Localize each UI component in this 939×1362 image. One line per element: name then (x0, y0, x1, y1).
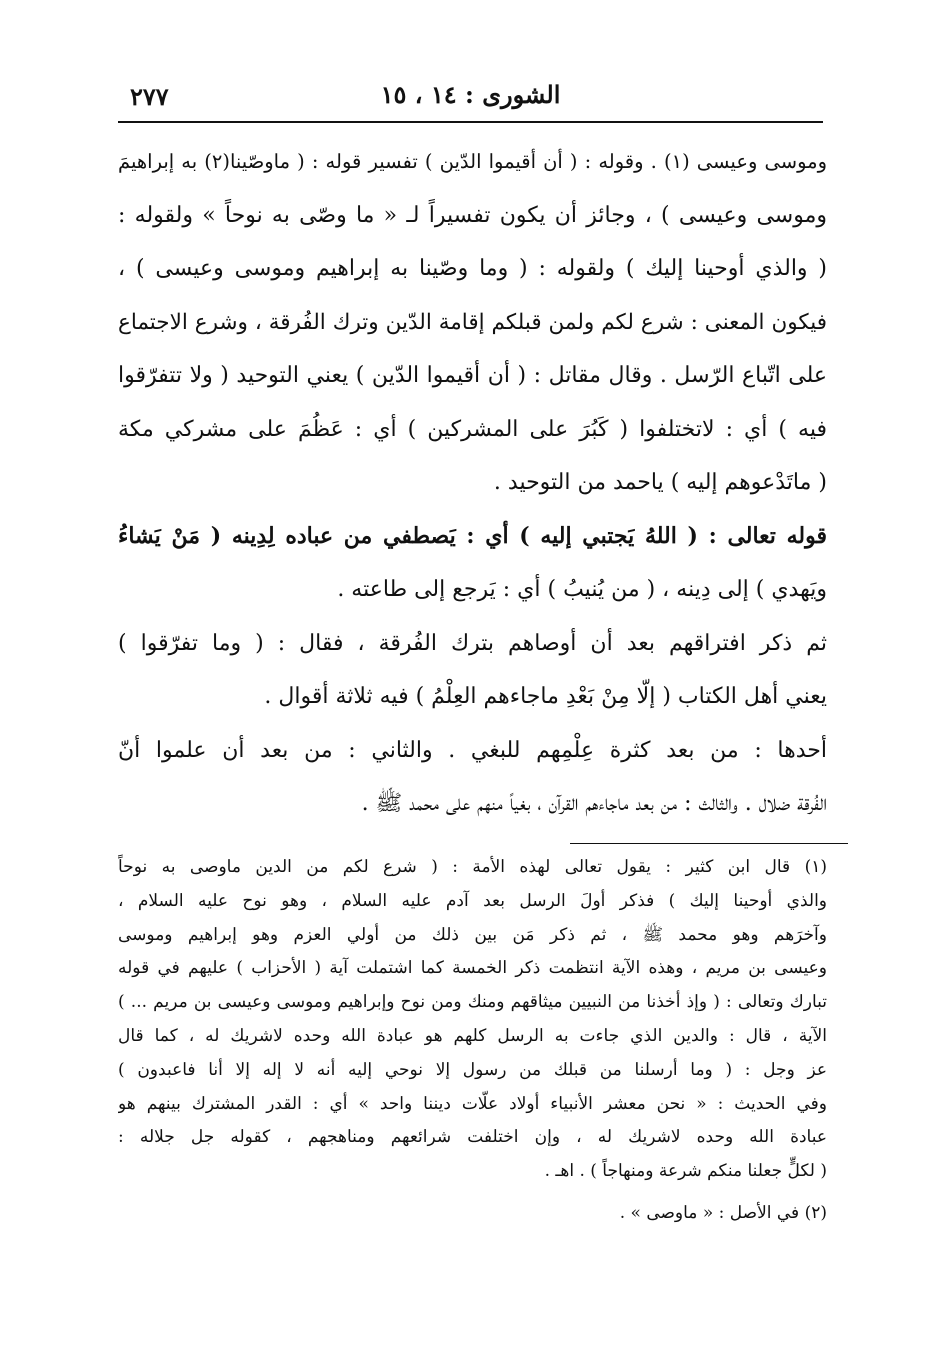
body-line: ثم ذكر افتراقهم بعد أن أوصاهم بترك الفُرقة ، فقال : ( وما تفرّقوا ) (118, 630, 827, 656)
footnote-line: الآية ، قال : والدين الذي جاءت به الرسل كلهم هو عبادة الله وحده لاشريك له ، كما قال (118, 1025, 827, 1046)
footnote-line: عز وجل : ( وما أرسلنا من قبلك من رسول إلا نوحي إليه أنه لا إله إلا أنا فاعبدون ) (118, 1059, 827, 1080)
body-line: فيكون المعنى : شرع لكم ولمن قبلكم إقامة الدّين وترك الفُرقة ، وشرع الاجتماع (118, 309, 827, 335)
body-line: قوله تعالى : ( اللهُ يَجتبي إليه ) أي : يَصطفي من عباده لِدِينه ( مَنْ يَشاءُ (118, 522, 827, 549)
body-line: يعني أهل الكتاب ( إلّا مِنْ بَعْدِ ماجاءهم العِلْمُ ) فيه ثلاثة أقوال . (264, 684, 827, 709)
body-line: فيه ) أي : لاتختلفوا ( كَبُرَ على المشركين ) أي : عَظُمَ على مشركي مكة (118, 416, 827, 442)
footnotes (118, 851, 827, 1231)
body-line: وموسى وعيسى ) ، وجائز أن يكون تفسيراً لـ « ما وصّى به نوحاً » ولقوله : (118, 202, 827, 228)
page-header (120, 80, 821, 114)
body-line: ( ماتَدْعوهم إليه ) ياحمد من التوحيد . (493, 470, 827, 495)
footnote-rule (570, 843, 848, 844)
body-line: على اتّباع الرّسل . وقال مقاتل : ( أن أقيموا الدّين ) يعني التوحيد ( ولا تتفرّقوا (118, 363, 827, 388)
page-number: ٢٧٧ (130, 82, 169, 111)
body-line: الفُرقة ضلال . والثالث : من بعد ماجاءهم القرآن ، بغياً منهم على محمد ﷺ . (361, 791, 827, 816)
footnote-line: والذي أوحينا إليك ) فذكر أولَ الرسل بعد آدم عليه السلام ، وهو نوح عليه السلام ، (118, 890, 827, 911)
footnote-line: تبارك وتعالى : ( وإذ أخذنا من النبيين ميثاقهم ومنك ومن نوح وإبراهيم وموسى وعيسى بن مريم ... ) (118, 992, 827, 1013)
footnote-line: ( لكلٍّ جعلنا منكم شرعة ومنهاجاً ) . اهـ . (544, 1161, 827, 1182)
footnote-line: وآخرَهم وهو محمد ﷺ ، ثم ذكر مَن بين ذلك من أولي العزم وهو إبراهيم وموسى (118, 924, 827, 945)
footnote-line: وفي الحديث : « نحن معشر الأنبياء أولاد علّات ديننا واحد » أي : القدر المشترك بينهم هو (118, 1093, 827, 1114)
footnote-line: عبادة الله وحده لاشريك له ، وإن اختلفت شرائعهم ومناهجهم ، كقوله جل جلاله : (118, 1127, 827, 1148)
running-title: الشورى : ١٤ ، ١٥ (380, 80, 561, 109)
body-line: أحدها : من بعد كثرة عِلْمِهم للبغي . والثاني : من بعد أن علموا أنّ (118, 737, 827, 763)
body-line: وموسى وعيسى (١) . وقوله : ( أن أقيموا الدّين ) تفسير قوله : ( ماوصّينا(٢) به إبراهيمَ (118, 150, 827, 173)
body-line: ويَهدي ) إلى دِينه ، ( من يُنيبُ ) أي : يَرجع إلى طاعته . (337, 577, 827, 602)
footnote-line: (١) قال ابن كثير : يقول تعالى لهذه الأمة : ( شرع لكم من الدين ماوصى به نوحاً (118, 857, 827, 877)
footnote-line: وعيسى بن مريم ، وهذه الآية انتظمت ذكر الخمسة كما اشتملت آية ( الأحزاب ) عليهم في قوله (118, 958, 827, 979)
footnote-line: (٢) في الأصل : « ماوصى » . (619, 1202, 827, 1223)
header-rule (118, 121, 823, 123)
main-text (118, 135, 827, 831)
body-line: ( والذي أوحينا إليك ) ولقوله : ( وما وصّينا به إبراهيم وموسى وعيسى ) ، (118, 256, 827, 281)
